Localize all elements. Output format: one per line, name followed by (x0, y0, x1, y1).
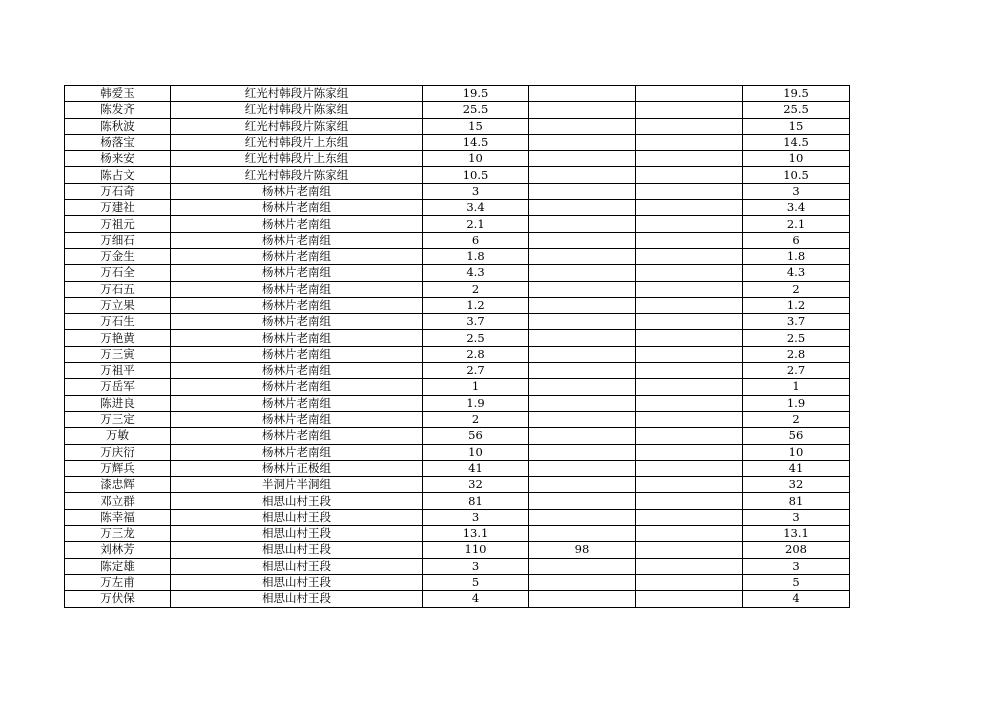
cell-name: 万建社 (65, 200, 171, 216)
cell-total: 15 (743, 118, 850, 134)
cell-value-b (529, 493, 636, 509)
cell-location: 杨林片老南组 (171, 379, 423, 395)
cell-value-b (529, 265, 636, 281)
cell-value-b (529, 232, 636, 248)
cell-location: 杨林片老南组 (171, 265, 423, 281)
cell-total: 2.7 (743, 363, 850, 379)
cell-name: 万石生 (65, 314, 171, 330)
cell-value-c (636, 477, 743, 493)
cell-value-b (529, 134, 636, 150)
cell-value-a: 14.5 (423, 134, 529, 150)
table-row (65, 330, 850, 346)
cell-value-a: 3.7 (423, 314, 529, 330)
cell-value-c (636, 428, 743, 444)
table-row (65, 591, 850, 607)
cell-value-a: 10 (423, 444, 529, 460)
cell-location: 相思山村王段 (171, 526, 423, 542)
cell-value-c (636, 460, 743, 476)
cell-value-b (529, 281, 636, 297)
cell-value-a: 6 (423, 232, 529, 248)
cell-value-c (636, 265, 743, 281)
cell-value-b (529, 216, 636, 232)
cell-name: 万石奇 (65, 183, 171, 199)
cell-value-c (636, 542, 743, 558)
table-row (65, 167, 850, 183)
cell-location: 杨林片老南组 (171, 314, 423, 330)
table-row (65, 477, 850, 493)
table-row (65, 102, 850, 118)
cell-value-a: 81 (423, 493, 529, 509)
table-row (65, 363, 850, 379)
cell-value-a: 4 (423, 591, 529, 607)
cell-total: 4.3 (743, 265, 850, 281)
cell-value-a: 110 (423, 542, 529, 558)
cell-value-a: 4.3 (423, 265, 529, 281)
cell-location: 相思山村王段 (171, 542, 423, 558)
cell-name: 陈定雄 (65, 558, 171, 574)
cell-total: 56 (743, 428, 850, 444)
cell-location: 相思山村王段 (171, 591, 423, 607)
table-row (65, 574, 850, 590)
cell-total: 1.2 (743, 297, 850, 313)
cell-value-c (636, 86, 743, 102)
table-row (65, 558, 850, 574)
cell-location: 红光村韩段片陈家组 (171, 167, 423, 183)
cell-value-b (529, 151, 636, 167)
cell-value-b (529, 444, 636, 460)
cell-value-c (636, 444, 743, 460)
cell-total: 32 (743, 477, 850, 493)
cell-value-c (636, 102, 743, 118)
table-row (65, 346, 850, 362)
cell-value-b (529, 428, 636, 444)
cell-location: 杨林片老南组 (171, 444, 423, 460)
cell-value-a: 32 (423, 477, 529, 493)
cell-name: 万祖元 (65, 216, 171, 232)
cell-value-b (529, 167, 636, 183)
cell-name: 万三定 (65, 411, 171, 427)
cell-total: 2.5 (743, 330, 850, 346)
cell-name: 万庆衍 (65, 444, 171, 460)
cell-value-b (529, 460, 636, 476)
cell-name: 万伏保 (65, 591, 171, 607)
cell-value-c (636, 493, 743, 509)
cell-value-a: 5 (423, 574, 529, 590)
table-row (65, 248, 850, 264)
table-row (65, 314, 850, 330)
cell-value-c (636, 558, 743, 574)
cell-name: 万敏 (65, 428, 171, 444)
cell-value-a: 25.5 (423, 102, 529, 118)
cell-value-c (636, 591, 743, 607)
table-row (65, 411, 850, 427)
cell-total: 25.5 (743, 102, 850, 118)
cell-value-b: 98 (529, 542, 636, 558)
cell-value-c (636, 134, 743, 150)
cell-location: 杨林片老南组 (171, 248, 423, 264)
cell-value-a: 41 (423, 460, 529, 476)
table-row (65, 281, 850, 297)
cell-total: 10.5 (743, 167, 850, 183)
cell-name: 万立果 (65, 297, 171, 313)
table-row (65, 118, 850, 134)
cell-value-a: 2.7 (423, 363, 529, 379)
cell-value-b (529, 86, 636, 102)
cell-location: 半洞片半洞组 (171, 477, 423, 493)
cell-value-a: 56 (423, 428, 529, 444)
cell-value-b (529, 314, 636, 330)
cell-value-b (529, 591, 636, 607)
cell-location: 杨林片老南组 (171, 183, 423, 199)
table-row (65, 460, 850, 476)
cell-value-a: 2 (423, 411, 529, 427)
cell-location: 相思山村王段 (171, 574, 423, 590)
cell-value-a: 2.8 (423, 346, 529, 362)
cell-total: 81 (743, 493, 850, 509)
cell-total: 13.1 (743, 526, 850, 542)
table-row (65, 151, 850, 167)
cell-total: 10 (743, 444, 850, 460)
cell-name: 杨落宝 (65, 134, 171, 150)
cell-name: 万辉兵 (65, 460, 171, 476)
cell-total: 19.5 (743, 86, 850, 102)
cell-total: 3.4 (743, 200, 850, 216)
cell-name: 万石全 (65, 265, 171, 281)
cell-total: 3 (743, 509, 850, 525)
table-row (65, 379, 850, 395)
cell-total: 2 (743, 411, 850, 427)
cell-name: 陈占文 (65, 167, 171, 183)
cell-value-c (636, 216, 743, 232)
cell-total: 1 (743, 379, 850, 395)
cell-total: 1.8 (743, 248, 850, 264)
cell-location: 杨林片老南组 (171, 330, 423, 346)
cell-total: 4 (743, 591, 850, 607)
cell-value-b (529, 346, 636, 362)
table-row (65, 265, 850, 281)
cell-value-b (529, 477, 636, 493)
cell-value-a: 2.5 (423, 330, 529, 346)
cell-name: 万祖平 (65, 363, 171, 379)
cell-total: 2.8 (743, 346, 850, 362)
cell-value-c (636, 379, 743, 395)
cell-value-c (636, 151, 743, 167)
cell-name: 万石五 (65, 281, 171, 297)
cell-value-c (636, 200, 743, 216)
cell-value-a: 1.8 (423, 248, 529, 264)
cell-location: 杨林片老南组 (171, 216, 423, 232)
cell-total: 41 (743, 460, 850, 476)
cell-value-b (529, 574, 636, 590)
cell-total: 1.9 (743, 395, 850, 411)
cell-value-a: 10.5 (423, 167, 529, 183)
cell-value-b (529, 558, 636, 574)
cell-total: 10 (743, 151, 850, 167)
cell-value-a: 13.1 (423, 526, 529, 542)
cell-name: 万岳军 (65, 379, 171, 395)
cell-total: 208 (743, 542, 850, 558)
cell-name: 漆忠辉 (65, 477, 171, 493)
table-row (65, 428, 850, 444)
cell-location: 红光村韩段片陈家组 (171, 102, 423, 118)
cell-value-a: 15 (423, 118, 529, 134)
table-row (65, 526, 850, 542)
cell-value-a: 3 (423, 558, 529, 574)
cell-location: 红光村韩段片陈家组 (171, 86, 423, 102)
cell-location: 杨林片老南组 (171, 232, 423, 248)
cell-location: 杨林片正极组 (171, 460, 423, 476)
cell-value-c (636, 526, 743, 542)
table-row (65, 232, 850, 248)
cell-value-c (636, 167, 743, 183)
cell-value-b (529, 509, 636, 525)
cell-value-b (529, 297, 636, 313)
cell-value-c (636, 248, 743, 264)
cell-value-b (529, 200, 636, 216)
cell-name: 陈进良 (65, 395, 171, 411)
cell-value-b (529, 411, 636, 427)
data-table (64, 85, 850, 608)
table-row (65, 493, 850, 509)
cell-location: 杨林片老南组 (171, 411, 423, 427)
cell-location: 相思山村王段 (171, 509, 423, 525)
cell-value-a: 1.2 (423, 297, 529, 313)
table-row (65, 444, 850, 460)
cell-value-b (529, 102, 636, 118)
cell-total: 3.7 (743, 314, 850, 330)
cell-value-c (636, 395, 743, 411)
cell-total: 3 (743, 558, 850, 574)
table-row (65, 509, 850, 525)
cell-location: 杨林片老南组 (171, 297, 423, 313)
cell-value-c (636, 297, 743, 313)
cell-name: 万三龙 (65, 526, 171, 542)
cell-value-c (636, 330, 743, 346)
table-row (65, 297, 850, 313)
cell-location: 杨林片老南组 (171, 428, 423, 444)
cell-name: 陈幸福 (65, 509, 171, 525)
cell-location: 相思山村王段 (171, 493, 423, 509)
cell-name: 万左甫 (65, 574, 171, 590)
table-row (65, 134, 850, 150)
cell-location: 杨林片老南组 (171, 200, 423, 216)
table-row (65, 86, 850, 102)
table-row (65, 216, 850, 232)
table-row (65, 200, 850, 216)
cell-value-c (636, 183, 743, 199)
cell-value-c (636, 314, 743, 330)
cell-name: 万艳黄 (65, 330, 171, 346)
cell-value-c (636, 281, 743, 297)
cell-name: 刘林芳 (65, 542, 171, 558)
cell-total: 2 (743, 281, 850, 297)
cell-total: 3 (743, 183, 850, 199)
cell-name: 万金生 (65, 248, 171, 264)
cell-name: 万三寅 (65, 346, 171, 362)
cell-total: 14.5 (743, 134, 850, 150)
cell-value-c (636, 411, 743, 427)
table-row (65, 183, 850, 199)
cell-value-c (636, 509, 743, 525)
cell-value-a: 2 (423, 281, 529, 297)
cell-location: 红光村韩段片上东组 (171, 134, 423, 150)
cell-value-c (636, 363, 743, 379)
cell-value-b (529, 330, 636, 346)
table-row (65, 395, 850, 411)
cell-value-a: 19.5 (423, 86, 529, 102)
cell-value-c (636, 346, 743, 362)
cell-location: 相思山村王段 (171, 558, 423, 574)
cell-value-b (529, 363, 636, 379)
cell-value-b (529, 526, 636, 542)
cell-name: 陈秋波 (65, 118, 171, 134)
cell-location: 杨林片老南组 (171, 281, 423, 297)
cell-value-a: 3.4 (423, 200, 529, 216)
cell-total: 5 (743, 574, 850, 590)
cell-value-c (636, 118, 743, 134)
table-row (65, 542, 850, 558)
cell-location: 杨林片老南组 (171, 363, 423, 379)
cell-total: 6 (743, 232, 850, 248)
cell-value-b (529, 118, 636, 134)
cell-value-a: 3 (423, 183, 529, 199)
cell-name: 陈发齐 (65, 102, 171, 118)
cell-value-a: 10 (423, 151, 529, 167)
cell-value-b (529, 379, 636, 395)
cell-value-a: 3 (423, 509, 529, 525)
cell-value-a: 2.1 (423, 216, 529, 232)
table-body (65, 86, 850, 608)
cell-value-b (529, 248, 636, 264)
cell-name: 杨来安 (65, 151, 171, 167)
cell-name: 邓立群 (65, 493, 171, 509)
cell-value-a: 1 (423, 379, 529, 395)
cell-location: 杨林片老南组 (171, 346, 423, 362)
cell-total: 2.1 (743, 216, 850, 232)
cell-value-b (529, 395, 636, 411)
cell-value-b (529, 183, 636, 199)
cell-location: 红光村韩段片陈家组 (171, 118, 423, 134)
cell-location: 红光村韩段片上东组 (171, 151, 423, 167)
cell-value-c (636, 232, 743, 248)
cell-name: 韩爱玉 (65, 86, 171, 102)
cell-name: 万细石 (65, 232, 171, 248)
cell-value-a: 1.9 (423, 395, 529, 411)
cell-value-c (636, 574, 743, 590)
cell-location: 杨林片老南组 (171, 395, 423, 411)
